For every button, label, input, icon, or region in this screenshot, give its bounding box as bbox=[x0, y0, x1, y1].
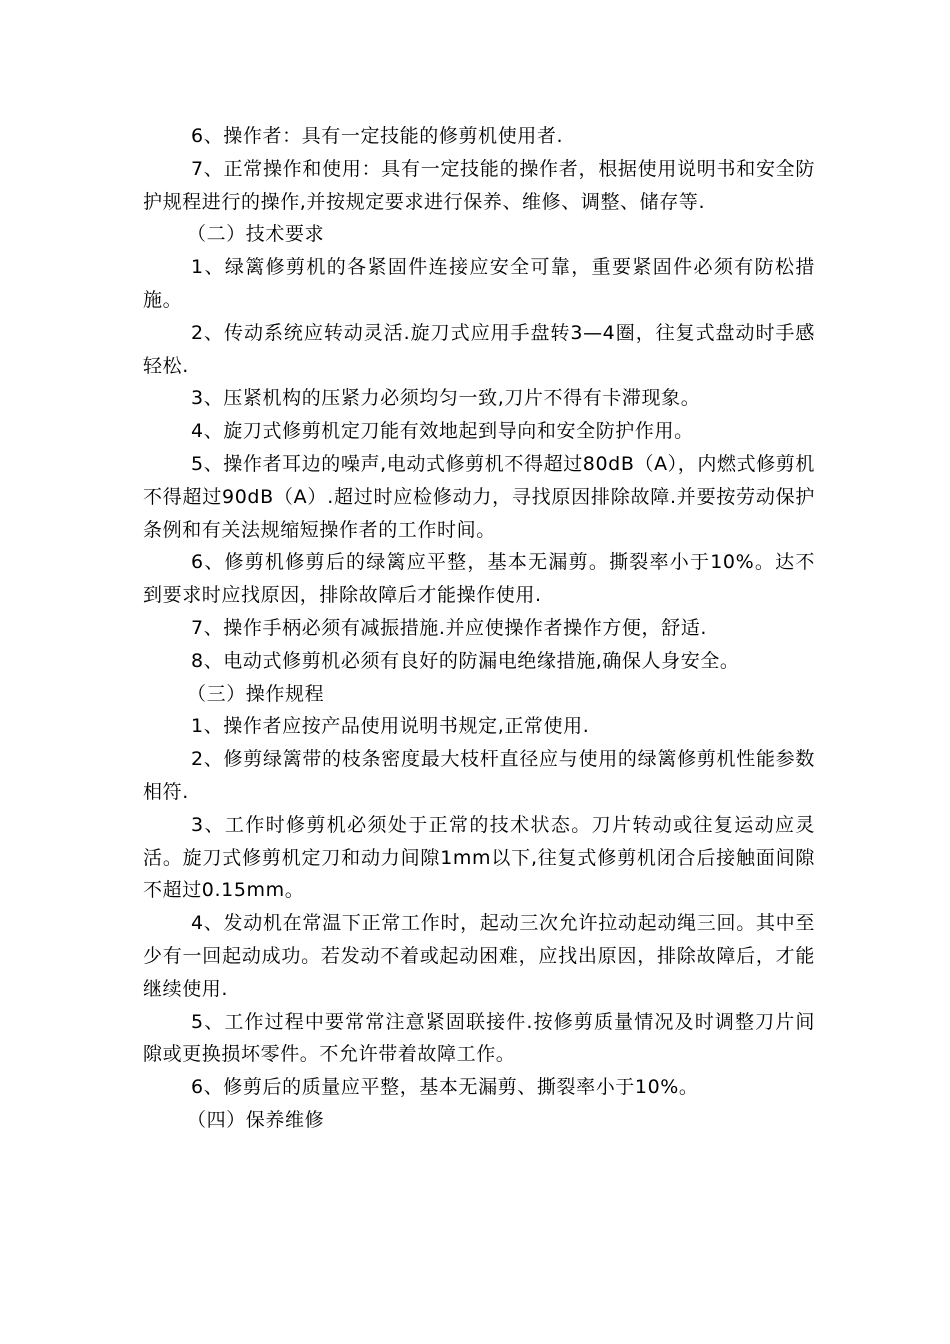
paragraph-item-5-noise: 5、操作者耳边的噪声,电动式修剪机不得超过80dB（A），内燃式修剪机不得超过90dB（A）.超过时应检修动力，寻找原因排除故障.并要按劳动保护条例和有关法规缩短操作者的工作时间。 bbox=[143, 452, 815, 541]
paragraph-item-5-fastening: 5、工作过程中要常常注意紧固联接件.按修剪质量情况及时调整刀片间隙或更换损坏零件。不允许带着故障工作。 bbox=[143, 1010, 815, 1066]
paragraph-item-3-technical-state: 3、工作时修剪机必须处于正常的技术状态。刀片转动或往复运动应灵活。旋刀式修剪机定刀和动力间隙1mm以下,往复式修剪机闭合后接触面间隙不超过0.15mm。 bbox=[143, 813, 815, 902]
section-heading-operating-procedures: （三）操作规程 bbox=[187, 682, 325, 705]
paragraph-item-2-branch-density: 2、修剪绿篱带的枝条密度最大枝杆直径应与使用的绿篱修剪机性能参数相符. bbox=[143, 748, 815, 803]
paragraph-item-4-fixed-blade: 4、旋刀式修剪机定刀能有效地起到导向和安全防护作用。 bbox=[191, 420, 694, 443]
paragraph-item-6-operator: 6、操作者：具有一定技能的修剪机使用者. bbox=[191, 125, 564, 147]
paragraph-item-1-manual-use: 1、操作者应按产品使用说明书规定,正常使用. bbox=[191, 715, 590, 738]
paragraph-item-6-trim-quality: 6、修剪机修剪后的绿篱应平整，基本无漏剪。撕裂率小于10%。达不到要求时应找原因，排除故障后才能操作使用. bbox=[143, 551, 815, 607]
paragraph-item-7-normal-operation: 7、正常操作和使用：具有一定技能的操作者，根据使用说明书和安全防护规程进行的操作,并按规定要求进行保养、维修、调整、储存等. bbox=[143, 157, 815, 213]
paragraph-item-7-handle: 7、操作手柄必须有减振措施.并应使操作者操作方便，舒适. bbox=[191, 616, 707, 639]
paragraph-item-8-insulation: 8、电动式修剪机必须有良好的防漏电绝缘措施,确保人身安全。 bbox=[191, 649, 740, 672]
paragraph-item-6-quality: 6、修剪后的质量应平整，基本无漏剪、撕裂率小于10%。 bbox=[191, 1076, 699, 1099]
paragraph-item-2-transmission: 2、传动系统应转动灵活.旋刀式应用手盘转3—4圈，往复式盘动时手感轻松. bbox=[143, 321, 815, 377]
document-body bbox=[143, 120, 815, 1137]
paragraph-item-1-fasteners: 1、绿篱修剪机的各紧固件连接应安全可靠，重要紧固件必须有防松措施。 bbox=[143, 256, 815, 311]
section-heading-maintenance: （四）保养维修 bbox=[187, 1108, 325, 1131]
paragraph-item-4-engine-start: 4、发动机在常温下正常工作时，起动三次允许拉动起动绳三回。其中至少有一回起动成功。若发动不着或起动困难，应找出原因，排除故障后，才能继续使用. bbox=[143, 912, 815, 1000]
paragraph-item-3-pressing-mechanism: 3、压紧机构的压紧力必须均匀一致,刀片不得有卡滞现象。 bbox=[191, 387, 701, 410]
section-heading-technical-requirements: （二）技术要求 bbox=[187, 223, 325, 246]
